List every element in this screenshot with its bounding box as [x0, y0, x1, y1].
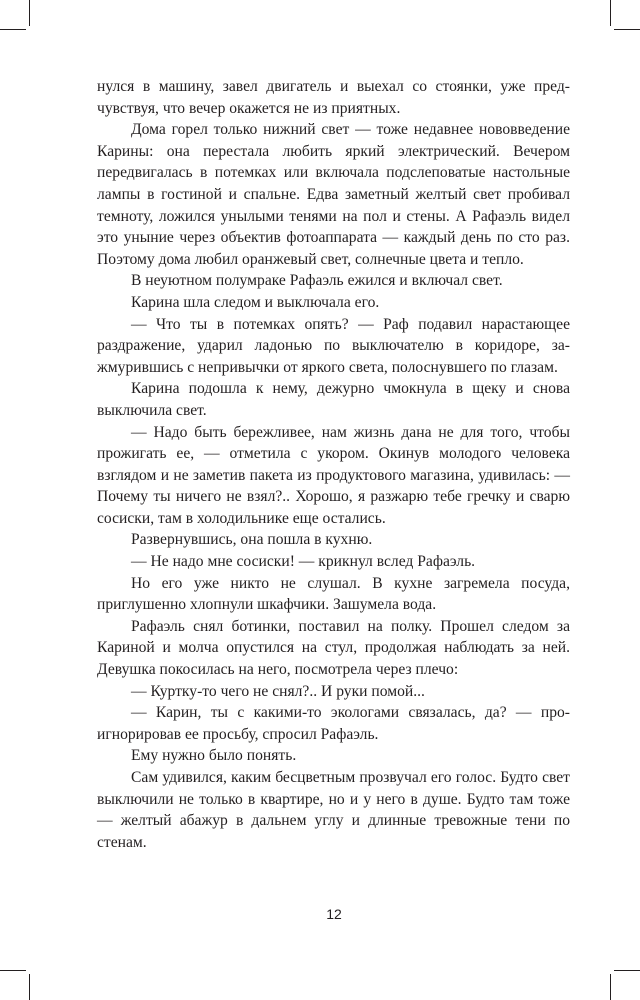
paragraph: Ему нужно было понять.: [131, 747, 297, 765]
paragraph: Сам удивился, каким бесцветным прозвучал его голос. Будто свет выключили не только в квартире, но и у него в душе. Будто там тоже — желтый абажур в дальнем углу и длинные тревожные тени по стенам.: [97, 769, 570, 851]
crop-mark-top-right-h: [614, 29, 640, 30]
paragraph: Рафаэль снял ботинки, поставил на полку. Прошел следом за Кариной и молча опустился на стул, продолжая наблюдать за ней. Девушка покосилась на него, посмотрела через плечо:: [97, 617, 570, 679]
crop-mark-bottom-left: [29, 974, 30, 1000]
crop-mark-bottom-right: [610, 974, 611, 1000]
body-text: [97, 76, 570, 853]
page-number: 12: [326, 906, 342, 922]
paragraph: нулся в машину, завел двигатель и выехал со стоянки, уже предчувствуя, что вечер окажется не из приятных.: [97, 78, 570, 117]
crop-mark-bottom-right-h: [614, 970, 640, 971]
paragraph: Дома горел только нижний свет — тоже недавнее нововведение Карины: она перестала любить яркий электрический. Вечером передвигалась в потемках или включала подслеповатые настольные лампы в гостиной и спальне. Едва заметный желтый свет пробивал темноту, ложился унылыми тенями на пол и стены. А Рафаэль видел это уныние через объектив фотоаппарата — каждый день по сто раз. Поэтому дома любил оранжевый свет, солнечные цвета и тепло.: [97, 121, 570, 268]
crop-mark-top-left: [29, 0, 30, 26]
paragraph: В неуютном полумраке Рафаэль ежился и включал свет.: [131, 272, 503, 290]
paragraph: Но его уже никто не слушал. В кухне загремела посуда, приглушенно хлопнули шкафчики. Зашумела вода.: [97, 574, 570, 614]
paragraph: — Надо быть бережливее, нам жизнь дана не для того, чтобы прожигать ее, — отметила с укором. Окинув молодого человека взглядом и не заметив пакета из продуктового магазина, удивилась: — Почему ты ничего не взял?.. Хорошо, я разжарю тебе гречку и сварю сосиски, там в холодильнике еще остались.: [97, 423, 570, 527]
paragraph: Карина подошла к нему, дежурно чмокнула в щеку и снова выключила свет.: [97, 380, 570, 419]
paragraph: — Карин, ты с какими-то экологами связалась, да? — проигнорировав ее просьбу, спросил Рафаэль.: [97, 704, 570, 743]
paragraph: Карина шла следом и выключала его.: [131, 293, 380, 311]
crop-mark-top-right: [610, 0, 611, 26]
crop-mark-bottom-left-h: [0, 970, 26, 971]
crop-mark-top-left-h: [0, 29, 26, 30]
paragraph: — Не надо мне сосиски! — крикнул вслед Рафаэль.: [131, 553, 476, 571]
paragraph: — Что ты в потемках опять? — Раф подавил нарастающее раздражение, ударил ладонью по выключателю в коридоре, зажмурившись с непривычки от яркого света, полоснувшего по глазам.: [97, 315, 570, 376]
paragraph: — Куртку-то чего не снял?.. И руки помой...: [131, 682, 425, 700]
paragraph: Развернувшись, она пошла в кухню.: [131, 531, 373, 549]
